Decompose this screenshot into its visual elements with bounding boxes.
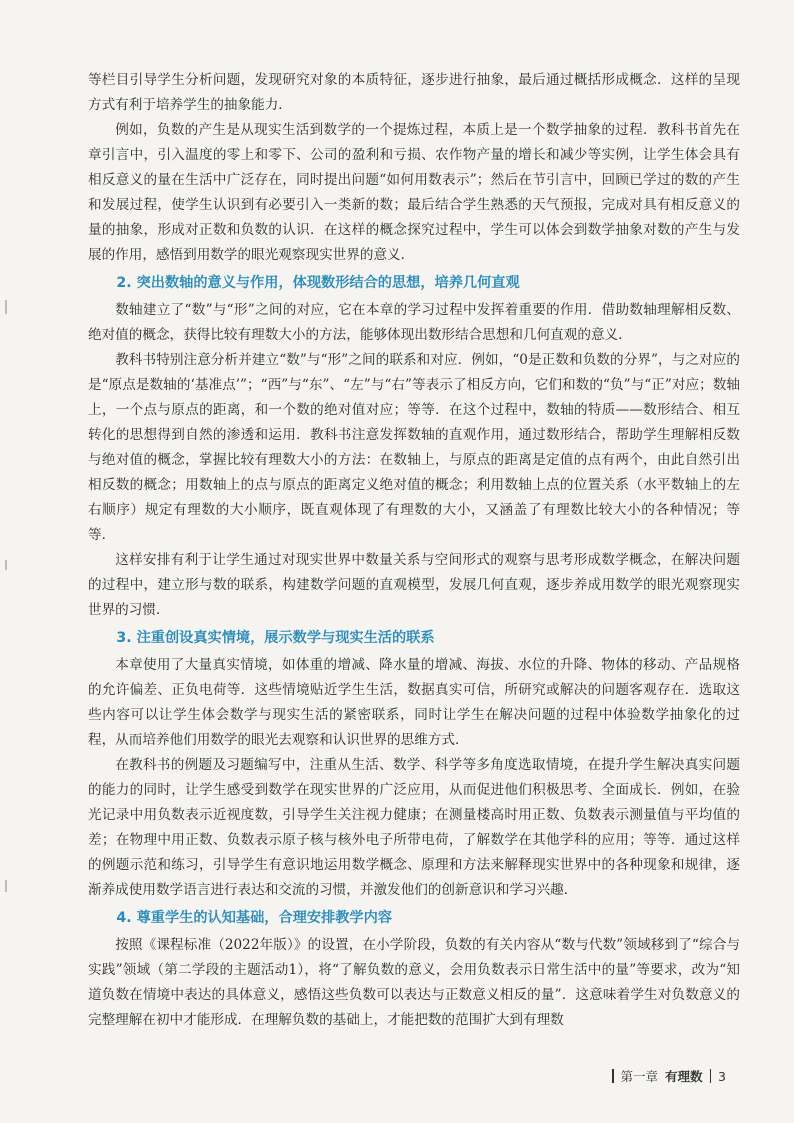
paragraph: 按照《课程标准（2022年版）》的设置，在小学阶段，负数的有关内容从“数与代数”领域移到了“综合与实践”领域（第二学段的主题活动1），将“了解负数的意义，会用负数表示日常生活中的量”等要求，改为“知道负数在情境中表达的具体意义，感悟这些负数可以表达与正数意义相反的量”．这意味着学生对负数意义的完整理解在初中才能形成．在理解负数的基础上，才能把数的范围扩大到有理数: [88, 937, 740, 1028]
paragraph: 等栏目引导学生分析问题，发现研究对象的本质特征，逐步进行抽象，最后通过概括形成概念．这样的呈现方式有利于培养学生的抽象能力．: [88, 72, 740, 113]
scan-edge-mark: [5, 880, 7, 892]
footer-chapter-title: 有理数: [665, 1069, 703, 1084]
page-number: 3: [718, 1068, 726, 1084]
footer-divider: [612, 1069, 614, 1083]
section-heading: 4. 尊重学生的认知基础，合理安排教学内容: [116, 910, 392, 926]
paragraph: 例如，负数的产生是从现实生活到数学的一个提炼过程，本质上是一个数学抽象的过程．教科书首先在章引言中，引入温度的零上和零下、公司的盈利和亏损、农作物产量的增长和减少等实例，让学生体会具有相反意义的量在生活中广泛存在，同时提出问题“如何用数表示”；然后在节引言中，回顾已学过的数的产生和发展过程，使学生认识到有必要引入一类新的数；最后结合学生熟悉的天气预报，完成对具有相反意义的量的抽象，形成对正数和负数的认识．在这样的概念探究过程中，学生可以体会到数学抽象对数的产生与发展的作用，感悟到用数学的眼光观察现实世界的意义．: [88, 122, 740, 263]
paragraph: 这样安排有利于让学生通过对现实世界中数量关系与空间形式的观察与思考形成数学概念，在解决问题的过程中，建立形与数的联系，构建数学问题的直观模型，发展几何直观，逐步养成用数学的眼光观察现实世界的习惯．: [88, 552, 740, 618]
footer-chapter: 第一章: [620, 1069, 659, 1084]
paragraph: 数轴建立了“数”与“形”之间的对应，它在本章的学习过程中发挥着重要的作用．借助数轴理解相反数、绝对值的概念，获得比较有理数大小的方法，能够体现出数形结合思想和几何直观的意义．: [88, 302, 740, 343]
page-footer: [612, 1067, 726, 1085]
paragraph: 本章使用了大量真实情境，如体重的增减、降水量的增减、海拔、水位的升降、物体的移动、产品规格的允许偏差、正负电荷等．这些情境贴近学生生活，数据真实可信，所研究或解决的问题客观存在．选取这些内容可以让学生体会数学与现实生活的紧密联系，同时让学生在解决问题的过程中体验数学抽象化的过程，从而培养他们用数学的眼光去观察和认识世界的思维方式．: [88, 657, 740, 748]
paragraph: 在教科书的例题及习题编写中，注重从生活、数学、科学等多角度选取情境，在提升学生解决真实问题的能力的同时，让学生感受到数学在现实世界的广泛应用，从而促进他们积极思考、全面成长．例如，在验光记录中用负数表示近视度数，引导学生关注视力健康；在测量楼高时用正数、负数表示测量值与平均值的差；在物理中用正数、负数表示原子核与核外电子所带电荷，了解数学在其他学科的应用；等等．通过这样的例题示范和练习，引导学生有意识地运用数学概念、原理和方法来解释现实世界中的各种现象和规律，逐渐养成使用数学语言进行表达和交流的习惯，并激发他们的创新意识和学习兴趣．: [88, 757, 740, 898]
paragraph: 教科书特别注意分析并建立“数”与“形”之间的联系和对应．例如，“0是正数和负数的分界”，与之对应的是“原点是数轴的‘基准点’”；“西”与“东”、“左”与“右”等表示了相反方向，它们和数的“负”与“正”对应；数轴上，一个点与原点的距离，和一个数的绝对值对应；等等．在这个过程中，数轴的特质——数形结合、相互转化的思想得到自然的渗透和运用．教科书注意发挥数轴的直观作用，通过数形结合，帮助学生理解相反数与绝对值的概念，掌握比较有理数大小的方法：在数轴上，与原点的距离是定值的点有两个，由此自然引出相反数的概念；用数轴上的点与原点的距离定义绝对值的概念；利用数轴上点的位置关系（水平数轴上的左右顺序）规定有理数的大小顺序，既直观体现了有理数的大小，又涵盖了有理数比较大小的各种情况；等等．: [88, 352, 740, 543]
scan-edge-mark: [5, 560, 7, 570]
scan-edge-mark: [5, 300, 7, 314]
body-text: [88, 68, 740, 1033]
section-heading: 3. 注重创设真实情境，展示数学与现实生活的联系: [116, 630, 435, 646]
section-heading: 2. 突出数轴的意义与作用，体现数形结合的思想，培养几何直观: [116, 275, 520, 291]
footer-divider: [710, 1069, 712, 1083]
